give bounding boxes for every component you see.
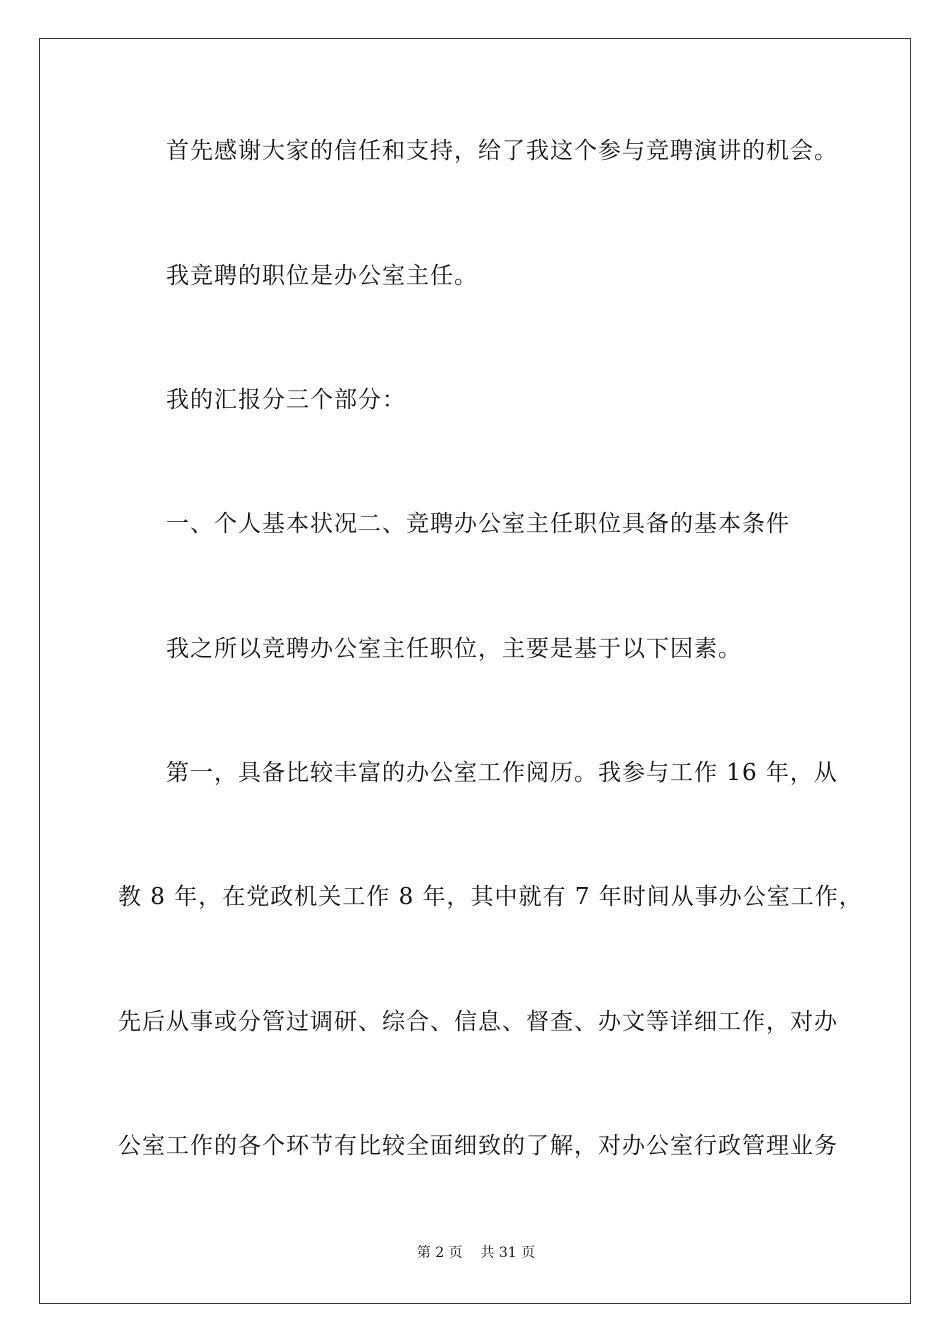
- paragraph-line-6: 第一，具备比较丰富的办公室工作阅历。我参与工作 16 年，从: [166, 760, 838, 786]
- paragraph-line-1: 首先感谢大家的信任和支持，给了我这个参与竞聘演讲的机会。: [166, 138, 838, 164]
- paragraph-line-9: 公室工作的各个环节有比较全面细致的了解，对办公室行政管理业务: [118, 1133, 838, 1159]
- paragraph-line-2: 我竞聘的职位是办公室主任。: [166, 263, 478, 289]
- paragraph-line-4: 一、个人基本状况二、竞聘办公室主任职位具备的基本条件: [166, 511, 790, 537]
- document-page: [39, 38, 911, 1304]
- paragraph-line-7: 教 8 年，在党政机关工作 8 年，其中就有 7 年时间从事办公室工作，: [118, 884, 863, 910]
- paragraph-line-3: 我的汇报分三个部分：: [166, 387, 406, 413]
- paragraph-line-8: 先后从事或分管过调研、综合、信息、督查、办文等详细工作，对办: [118, 1009, 838, 1035]
- paragraph-line-5: 我之所以竞聘办公室主任职位，主要是基于以下因素。: [166, 636, 742, 662]
- page-number-footer: 第 2 页 共 31 页: [416, 1245, 536, 1261]
